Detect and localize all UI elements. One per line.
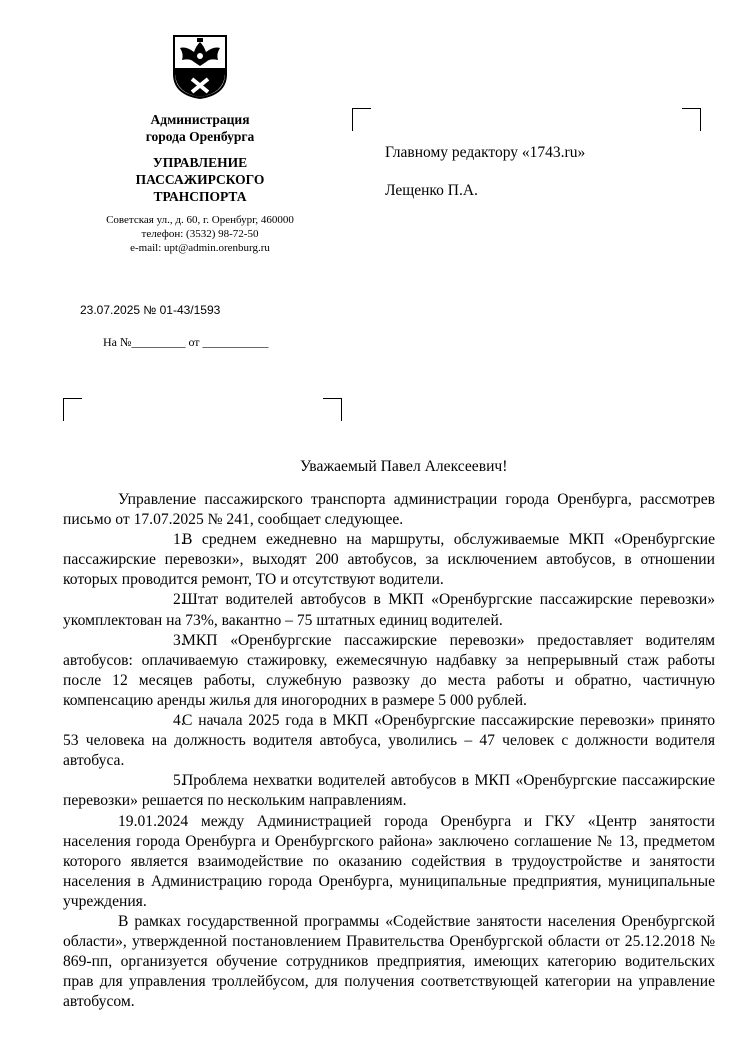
registration-number: 23.07.2025 № 01-43/1593 (80, 303, 221, 317)
list-item: 1.В среднем ежедневно на маршруты, обслуживаемые МКП «Оренбургские пассажирские перевозки», выходят 200 автобусов, за исключением автобусов, в отношении которых проводится ремонт, ТО и отсутствуют водители. (63, 531, 715, 589)
list-item: 3.МКП «Оренбургские пассажирские перевозки» предоставляет водителям автобусов: оплачиваемую стажировку, ежемесячную надбавку за непрерывный стаж работы после 12 месяцев работы, служебную развозку до места работы и обратно, частичную компенсацию аренды жилья для иногородних в размере 5 000 рублей. (63, 631, 715, 709)
phone: телефон: (3532) 98-72-50 (141, 228, 259, 240)
dept-line-1: УПРАВЛЕНИЕ (152, 155, 248, 170)
closing-paragraph-1: 19.01.2024 между Администрацией города Оренбурга и ГКУ «Центр занятости населения города Оренбурга и Оренбургского района» заключено соглашение № 13, предметом которого является взаимодействие по оказанию содействия в трудоустройстве и занятости населения в Администрацию города Оренбурга, муниципальные предприятия, муниципальные учреждения. (63, 812, 715, 910)
intro-paragraph: Управление пассажирского транспорта администрации города Оренбурга, рассмотрев письмо от 17.07.2025 № 241, сообщает следующее. (63, 491, 715, 529)
list-item: 5.Проблема нехватки водителей автобусов в МКП «Оренбургские пассажирские перевозки» решается по нескольким направлениям. (63, 772, 715, 810)
department-name (90, 154, 310, 205)
address: Советская ул., д. 60, г. Оренбург, 460000 (106, 214, 294, 226)
addressee-bracket-right (682, 108, 701, 131)
dept-line-2: ПАССАЖИРСКОГО (135, 172, 265, 187)
org-name (90, 111, 310, 145)
list-item: 4.С начала 2025 года в МКП «Оренбургские пассажирские перевозки» принято 53 человека на должность водителя автобуса, уволились – 47 человек с должности водителя автобуса. (63, 712, 715, 770)
salutation: Уважаемый Павел Алексеевич! (300, 458, 508, 475)
subject-bracket-left (63, 398, 82, 421)
letter-body (63, 490, 715, 1012)
reply-reference: На №_________ от ___________ (103, 335, 269, 349)
dept-line-3: ТРАНСПОРТА (153, 189, 247, 204)
addressee-line-1: Главному редактору «1743.ru» (385, 144, 586, 161)
subject-bracket-right (323, 398, 342, 421)
addressee-line-2: Лещенко П.А. (385, 182, 478, 199)
org-line-1: Администрация (150, 112, 250, 127)
coat-of-arms-icon (172, 34, 228, 100)
org-line-2: города Оренбурга (145, 129, 255, 144)
closing-paragraph-2: В рамках государственной программы «Содействие занятости населения Оренбургской области», утвержденной постановлением Правительства Оренбургской области от 25.12.2018 № 869-пп, организуется обучение сотрудников предприятия, имеющих категорию водительских прав для управления троллейбусом, для получения соответствующей категории на управление автобусом. (63, 912, 715, 1011)
contacts (90, 213, 310, 255)
list-item: 2.Штат водителей автобусов в МКП «Оренбургские пассажирские перевозки» укомплектован на 73%, вакантно – 75 штатных единиц водителей. (63, 591, 715, 629)
addressee-bracket-left (352, 108, 371, 131)
email: e-mail: upt@admin.orenburg.ru (130, 242, 270, 254)
